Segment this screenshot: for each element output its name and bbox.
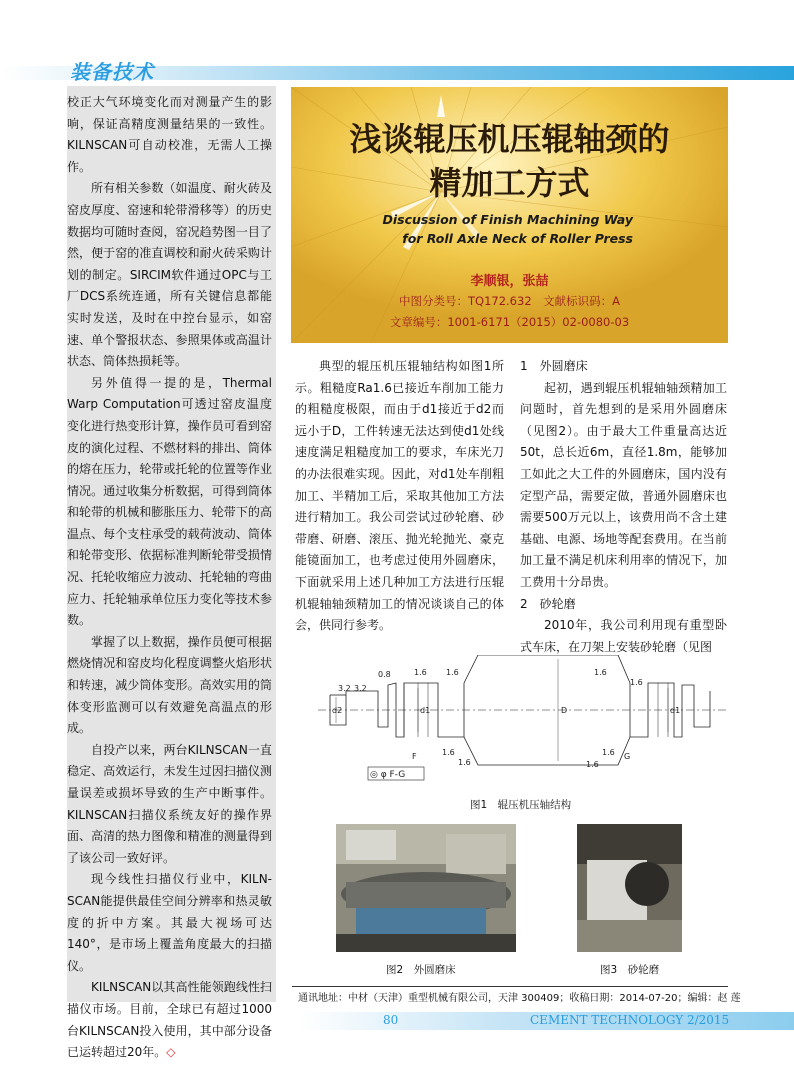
roughness-label: 1.6: [446, 668, 459, 677]
classification-line: 中图分类号：TQ172.632 文献标识码：A: [399, 294, 620, 308]
grinding-machine-photo: [336, 824, 516, 952]
english-title-line-2: for Roll Axle Neck of Roller Press: [402, 231, 633, 246]
left-column-text: [67, 92, 272, 1064]
roughness-label: 0.8: [378, 670, 391, 679]
left-paragraph: KILNSCAN以其高性能领跑线性扫描仪市场。目前，全球已有超过1000台KILNSCAN投入使用，其中部分设备已运转超过20年。: [67, 980, 272, 1060]
journal-name: CEMENT TECHNOLOGY 2/2015: [530, 1013, 730, 1027]
footer-address: 通讯地址：中材（天津）重型机械有限公司，天津 300409；收稿日期：2014-07-20；编辑：赵 莲: [298, 993, 741, 1004]
dimension-label: d2: [332, 706, 343, 715]
left-paragraph: 校正大气环境变化而对测量产生的影响，保证高精度测量结果的一致性。KILNSCAN可自动校准，无需人工操作。: [67, 95, 272, 174]
datum-label: G: [624, 752, 631, 761]
roughness-label: 1.6: [630, 678, 643, 687]
roughness-label: 1.6: [414, 668, 427, 677]
end-mark-icon: ◇: [166, 1045, 176, 1060]
figure-1-caption: 图1 辊压机压轴结构: [470, 799, 572, 811]
dimension-label: D: [561, 706, 568, 715]
grinding-wheel-photo: [577, 824, 682, 952]
left-paragraph: 现今线性扫描仪行业中，KILN-SCAN能提供最佳空间分辨率和热灵敏度的折中方案。其最大视场可达140°，是市场上覆盖角度最大的扫描仪。: [67, 872, 272, 973]
english-title: [291, 210, 728, 248]
section-label: 装备技术: [70, 60, 154, 84]
tolerance-frame: ◎ φ F-G: [370, 770, 406, 780]
page-number: 80: [383, 1013, 399, 1027]
left-paragraph: 掌握了以上数据，操作员便可根据燃烧情况和窑皮均化程度调整火焰形状和转速，减少筒体变形。高效实用的筒体变形监测可以有效避免高温点的形成。: [67, 634, 272, 736]
left-paragraph: 自投产以来，两台KILNSCAN一直稳定、高效运行，未发生过因扫描仪测量误差或损坏导致的生产中断事件。KILNSCAN扫描仪系统友好的操作界面、高清的热力图像和精准的测量得到了该公司一致好评。: [67, 742, 272, 865]
dimension-label: d1: [670, 706, 681, 715]
section-2-text: 2010年，我公司利用现有重型卧式车床，在刀架上安装砂轮磨（见图: [520, 618, 727, 654]
left-paragraph: 所有相关参数（如温度、耐火砖及窑皮厚度、窑速和轮带滑移等）的历史数据均可随时查阅，窑况趋势图一目了然，便于窑的准直调校和耐火砖采购计划的制定。SIRCIM软件通过OPC与工厂DCS系统连通，所有关键信息都能实时发送，及时在中控台显示，如窑速、单个警报状态、参照果体或高温计状态、筒体热损耗等。: [67, 181, 272, 369]
middle-paragraph: 典型的辊压机压辊轴结构如图1所示。粗糙度Ra1.6已接近车削加工能力的粗糙度极限，而由于d1接近于d2而远小于D，工件转速无法达到使d1处线速度满足粗糙度加工的要求，车床光刀的办法很难实现。因此，对d1处车削粗加工、半精加工后，采取其他加工方法进行精加工。我公司尝试过砂轮磨、砂带磨、研磨、滚压、抛光轮抛光、豪克能镜面加工，也考虑过使用外圆磨床，下面就采用上述几种加工方法进行压辊机辊轴轴颈精加工的情况谈谈自己的体会，供同行参考。: [295, 359, 504, 633]
article-number-line: 文章编号：1001-6171（2015）02-0080-03: [389, 315, 630, 329]
figure-3-caption: 图3 砂轮磨: [600, 964, 660, 976]
section-2-heading: 2 砂轮磨: [520, 596, 576, 611]
roughness-label: 3.2: [354, 684, 367, 693]
middle-column-text: [295, 356, 504, 637]
english-title-line-1: Discussion of Finish Machining Way: [382, 212, 633, 227]
section-1-heading: 1 外圆磨床: [520, 359, 588, 373]
roughness-label: 1.6: [586, 760, 599, 769]
dimension-label: d1: [420, 706, 431, 715]
left-paragraph: 另外值得一提的是，Thermal Warp Computation可透过窑皮温度变化进行热变形计算，操作员可看到窑皮的演化过程、不燃材料的排出、筒体的熔在压力，轮带或托轮的位置等作业情况。通过收集分析数据，可得到筒体和轮带的机械和膨胀压力、轮带下的高温点、每个支柱承受的载荷波动、筒体和轮带变形、依据标准判断轮带受损情况、托轮收缩应力波动、托轮轴的弯曲应力、托轮轴承单位压力变化等技术参数。: [67, 375, 272, 628]
roughness-label: 1.6: [458, 758, 471, 767]
datum-label: F: [412, 752, 417, 761]
roughness-label: 3.2: [338, 684, 351, 693]
shaft-outline: [330, 683, 710, 765]
section-1-text: 起初，遇到辊压机辊轴轴颈精加工问题时，首先想到的是采用外圆磨床（见图2）。由于最大工件重量高达近50t，总长近6m，直径1.8m，能够加工如此之大工件的外圆磨床，国内没有定型产品，需要定做，普通外圆磨床也需要500万元以上，该费用尚不含土建基础、电源、场地等配套费用。在当前加工量不满足机床利用率的情况下，加工费用十分昂贵。: [520, 380, 727, 589]
roughness-label: 1.6: [602, 748, 615, 757]
right-column-text: [520, 356, 727, 658]
title-line-1: 浅谈辊压机压辊轴颈的: [349, 120, 670, 158]
authors: 李顺银，张喆: [470, 274, 549, 289]
title-line-2: 精加工方式: [429, 164, 590, 202]
footer-rule: [292, 986, 728, 987]
roller-shaft-drawing: [318, 655, 728, 785]
roughness-label: 1.6: [594, 668, 607, 677]
title-banner: [291, 87, 728, 343]
roughness-label: 1.6: [442, 748, 455, 757]
left-paragraph-last: [67, 977, 272, 1063]
figure-2-caption: 图2 外圆磨床: [386, 964, 456, 976]
